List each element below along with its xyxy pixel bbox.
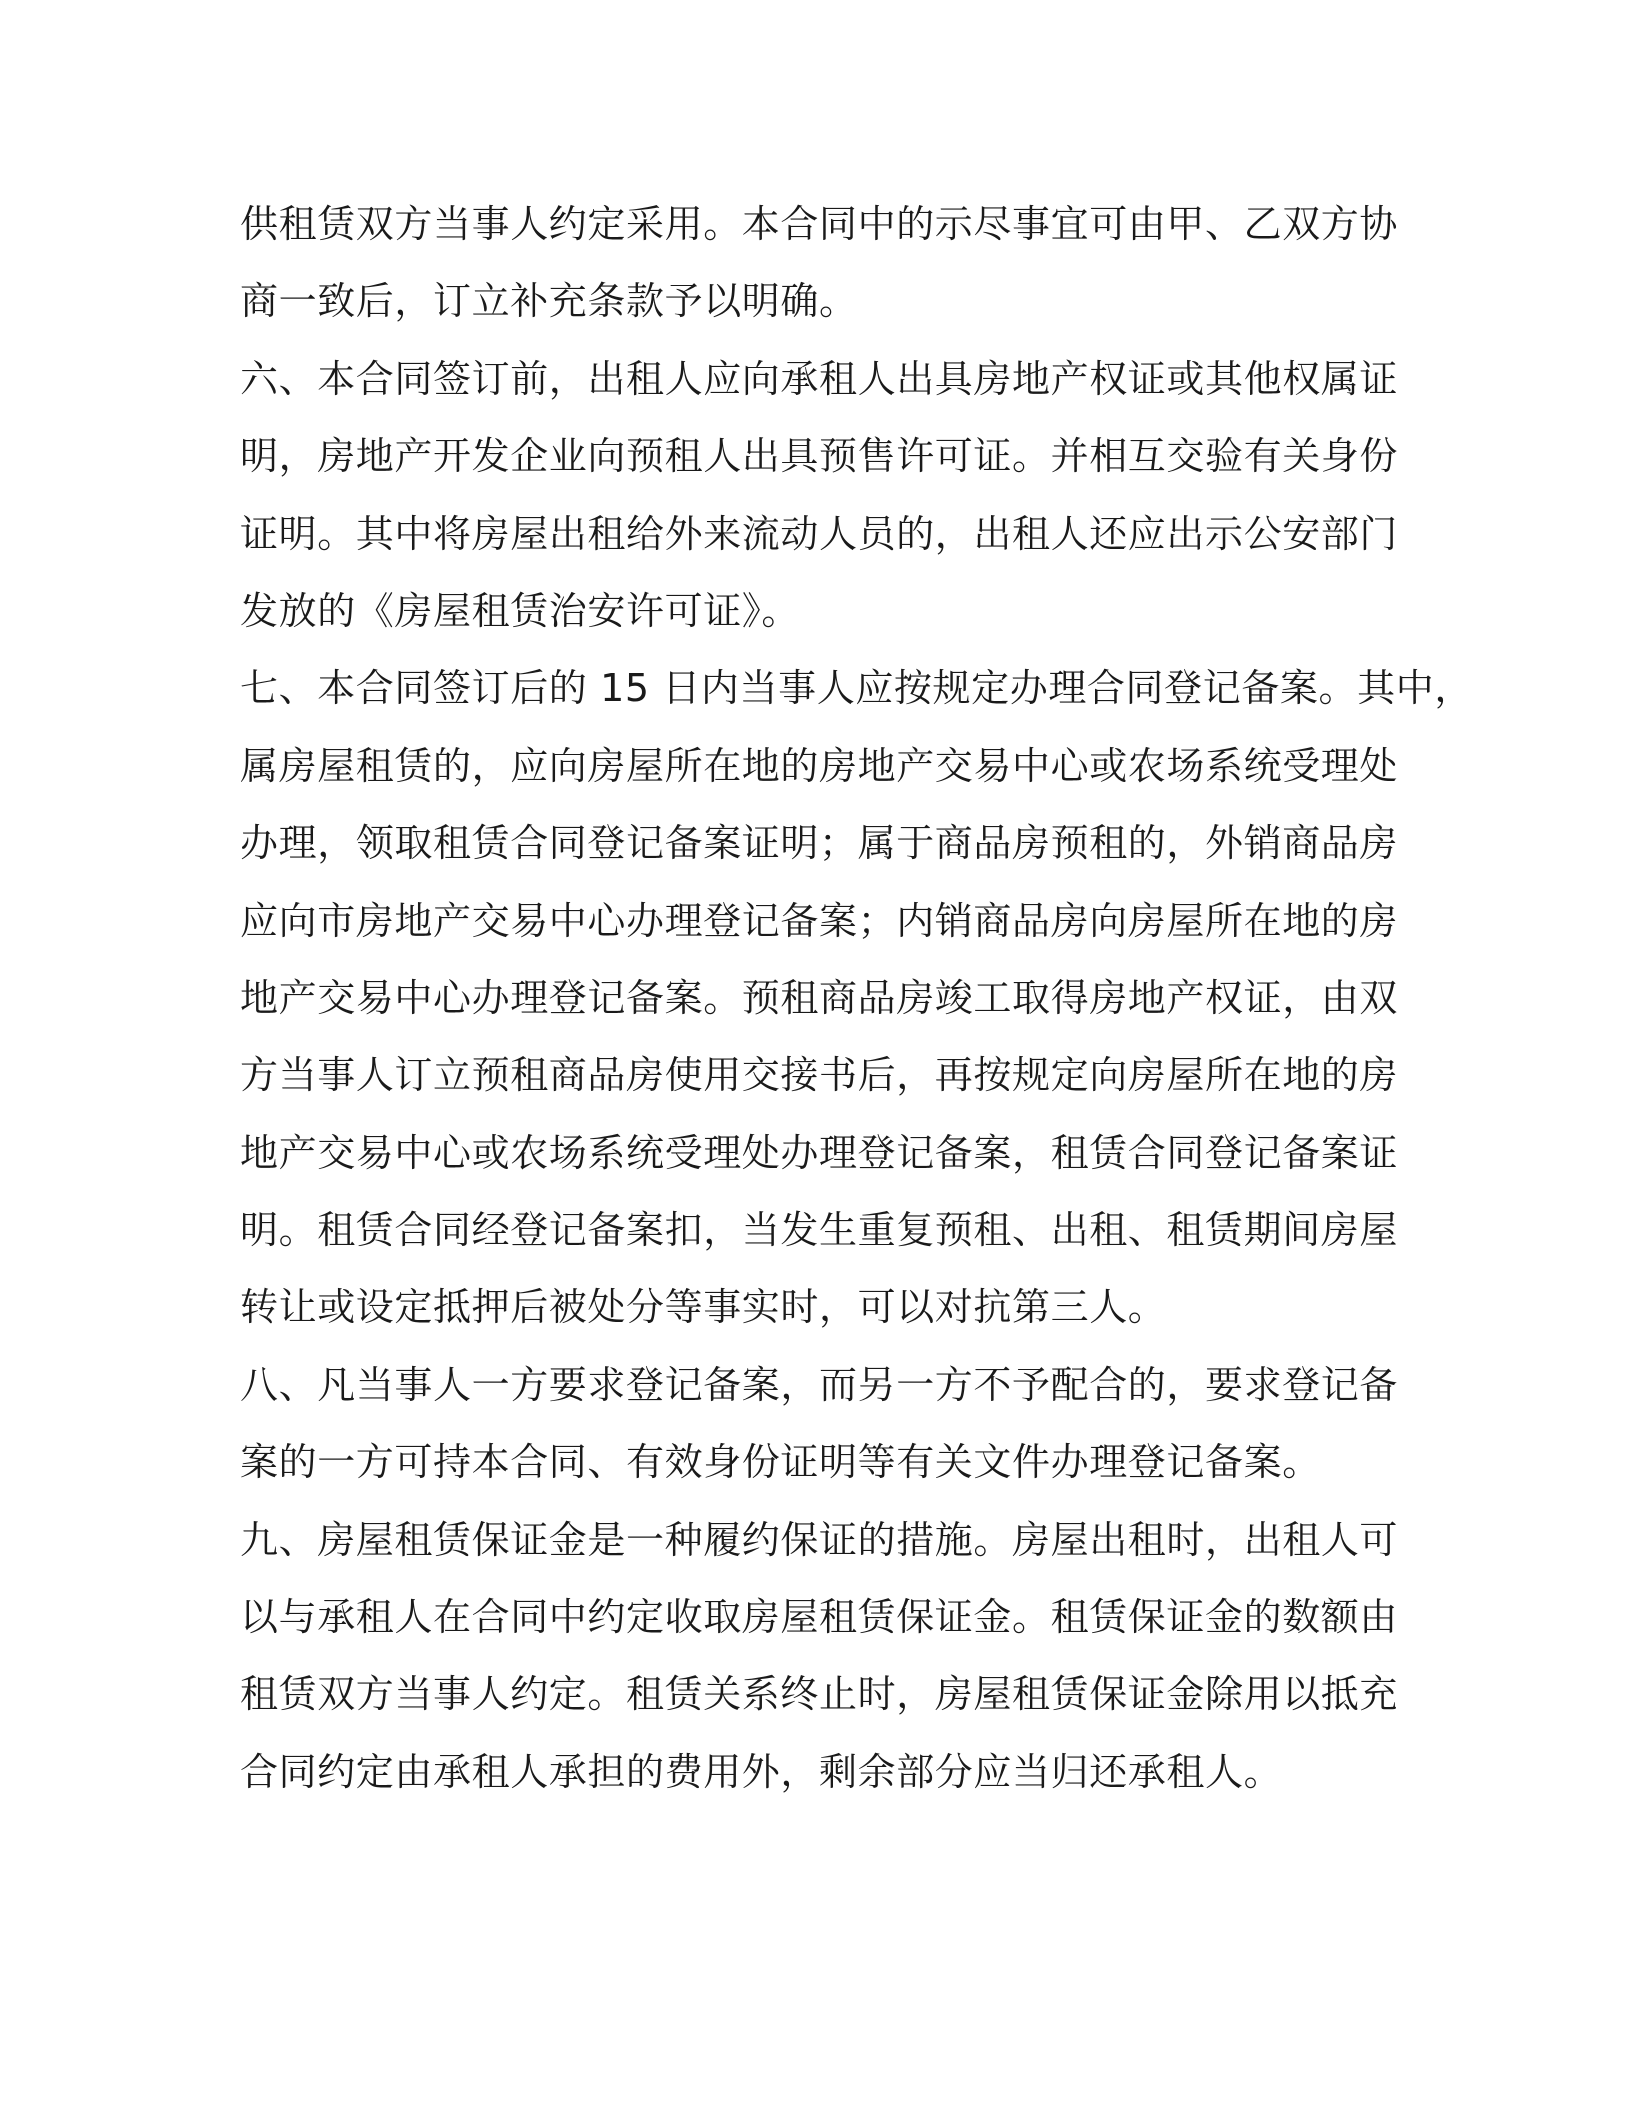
text-line: 商一致后，订立补充条款予以明确。 <box>240 279 858 324</box>
text-line: 合同约定由承租人承担的费用外，剩余部分应当归还承租人。 <box>240 1749 1283 1794</box>
text-line: 明。租赁合同经登记备案扣，当发生重复预租、出租、租赁期间房屋 <box>240 1208 1399 1253</box>
text-line: 七、本合同签订后的 15 日内当事人应按规定办理合同登记备案。其中， <box>240 666 1473 711</box>
text-line: 案的一方可持本合同、有效身份证明等有关文件办理登记备案。 <box>240 1440 1321 1485</box>
text-line: 九、房屋租赁保证金是一种履约保证的措施。房屋出租时，出租人可 <box>240 1517 1399 1562</box>
text-line: 地产交易中心办理登记备案。预租商品房竣工取得房地产权证，由双 <box>240 975 1399 1020</box>
text-line: 八、凡当事人一方要求登记备案，而另一方不予配合的，要求登记备 <box>240 1362 1399 1407</box>
text-line: 属房屋租赁的，应向房屋所在地的房地产交易中心或农场系统受理处 <box>240 743 1399 788</box>
text-line: 以与承租人在合同中约定收取房屋租赁保证金。租赁保证金的数额由 <box>240 1595 1399 1640</box>
text-line: 证明。其中将房屋出租给外来流动人员的，出租人还应出示公安部门 <box>240 511 1399 556</box>
text-line: 办理，领取租赁合同登记备案证明；属于商品房预租的，外销商品房 <box>240 821 1399 866</box>
text-line: 转让或设定抵押后被处分等事实时，可以对抗第三人。 <box>240 1285 1167 1330</box>
text-line: 租赁双方当事人约定。租赁关系终止时，房屋租赁保证金除用以抵充 <box>240 1672 1399 1717</box>
text-line: 六、本合同签订前，出租人应向承租人出具房地产权证或其他权属证 <box>240 356 1399 401</box>
text-line: 应向市房地产交易中心办理登记备案；内销商品房向房屋所在地的房 <box>240 898 1399 943</box>
text-line: 明，房地产开发企业向预租人出具预售许可证。并相互交验有关身份 <box>240 434 1399 479</box>
text-line: 供租赁双方当事人约定采用。本合同中的示尽事宜可由甲、乙双方协 <box>240 202 1399 246</box>
text-line: 发放的《房屋租赁治安许可证》。 <box>240 588 801 633</box>
contract-text-body <box>240 186 1473 1811</box>
text-line: 地产交易中心或农场系统受理处办理登记备案，租赁合同登记备案证 <box>240 1130 1399 1175</box>
text-line: 方当事人订立预租商品房使用交接书后，再按规定向房屋所在地的房 <box>240 1053 1399 1098</box>
